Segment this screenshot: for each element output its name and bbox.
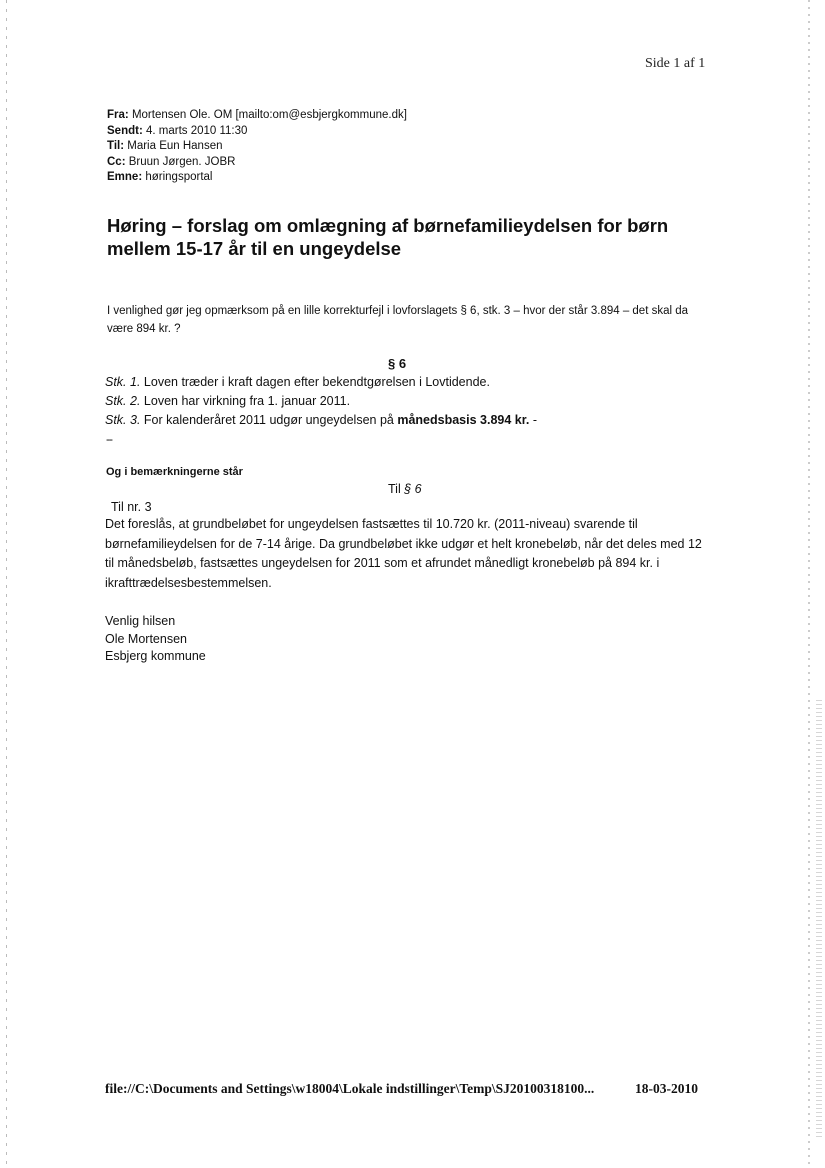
sent-row bbox=[107, 124, 407, 140]
stk-3-label: Stk. 3. bbox=[105, 413, 141, 427]
stk-1 bbox=[105, 373, 490, 391]
from-row bbox=[107, 108, 407, 124]
footer-file-path: file://C:\Documents and Settings\w18004\Lokale indstillinger\Temp\SJ20100318100... bbox=[105, 1081, 595, 1096]
email-header bbox=[107, 108, 407, 186]
stk-3-amount: månedsbasis 3.894 kr. bbox=[397, 413, 530, 427]
remarks-intro: Og i bemærkningerne står bbox=[106, 466, 243, 478]
scan-edge-noise bbox=[816, 700, 822, 1140]
continuation-dash: -- bbox=[106, 432, 112, 446]
stk-2-label: Stk. 2. bbox=[105, 394, 141, 408]
subject-row bbox=[107, 170, 407, 186]
intro-text: I venlighed gør jeg opmærksom på en lille korrekturfejl i lovforslagets § 6, stk. 3 – hvor der står 3.894 – det skal da være 894 kr. ? bbox=[107, 305, 689, 335]
from-label: Fra: bbox=[107, 109, 129, 121]
cc-row bbox=[107, 155, 407, 171]
cc-label: Cc: bbox=[107, 155, 126, 168]
sent-value: 4. marts 2010 11:30 bbox=[145, 124, 248, 137]
subject-label: Emne: bbox=[107, 171, 143, 183]
scan-edge-left bbox=[6, 0, 7, 1168]
to-label: Til: bbox=[107, 140, 125, 152]
subject-value: høringsportal bbox=[145, 171, 213, 183]
stk-2 bbox=[105, 392, 350, 410]
document-title: Høring – forslag om omlægning af børnefamilieydelsen for børn mellem 15-17 år til en ungeydelse bbox=[107, 215, 669, 259]
section-heading: § 6 bbox=[388, 356, 407, 371]
remarks-paragraph: § 6 bbox=[404, 482, 422, 496]
stk-2-text: Loven har virkning fra 1. januar 2011. bbox=[143, 394, 351, 408]
signature-name: Ole Mortensen bbox=[105, 631, 187, 646]
remarks-text: Det foreslås, at grundbeløbet for ungeydelsen fastsættes til 10.720 kr. (2011-niveau) svarende til børnefamilieydelsen for de 7-14 årige. Da grundbeløbet ikke udgør et helt kronebeløb, når det deles med 12 til månedsbeløb, fastsættes ungeydelsen for 2011 som et afrundet månedligt kronebeløb på 894 kr. i ikrafttrædelsesbestemmelsen. bbox=[105, 517, 702, 590]
cc-value: Bruun Jørgen. JOBR bbox=[128, 155, 236, 168]
to-value: Maria Eun Hansen bbox=[127, 140, 223, 152]
signature-greeting: Venlig hilsen bbox=[105, 614, 176, 628]
stk-1-label: Stk. 1. bbox=[105, 375, 141, 389]
stk-3-text: For kalenderåret 2011 udgør ungeydelsen på bbox=[143, 413, 394, 427]
remarks-til-label: Til bbox=[388, 482, 401, 496]
signature bbox=[105, 613, 206, 666]
footer-date: 18-03-2010 bbox=[635, 1081, 698, 1096]
from-value: Mortensen Ole. OM [mailto:om@esbjergkommune.dk] bbox=[131, 109, 407, 121]
scan-edge-right bbox=[808, 0, 810, 1168]
stk-3 bbox=[105, 411, 537, 429]
signature-org: Esbjerg kommune bbox=[105, 649, 206, 663]
remarks-section-ref bbox=[388, 482, 422, 496]
page-number: Side 1 af 1 bbox=[645, 56, 706, 71]
remarks-til-nr: Til nr. 3 bbox=[111, 500, 152, 514]
stk-3-tail: - bbox=[529, 413, 538, 427]
to-row bbox=[107, 139, 407, 155]
stk-1-text: Loven træder i kraft dagen efter bekendtgørelsen i Lovtidende. bbox=[143, 375, 490, 389]
sent-label: Sendt: bbox=[107, 124, 143, 137]
